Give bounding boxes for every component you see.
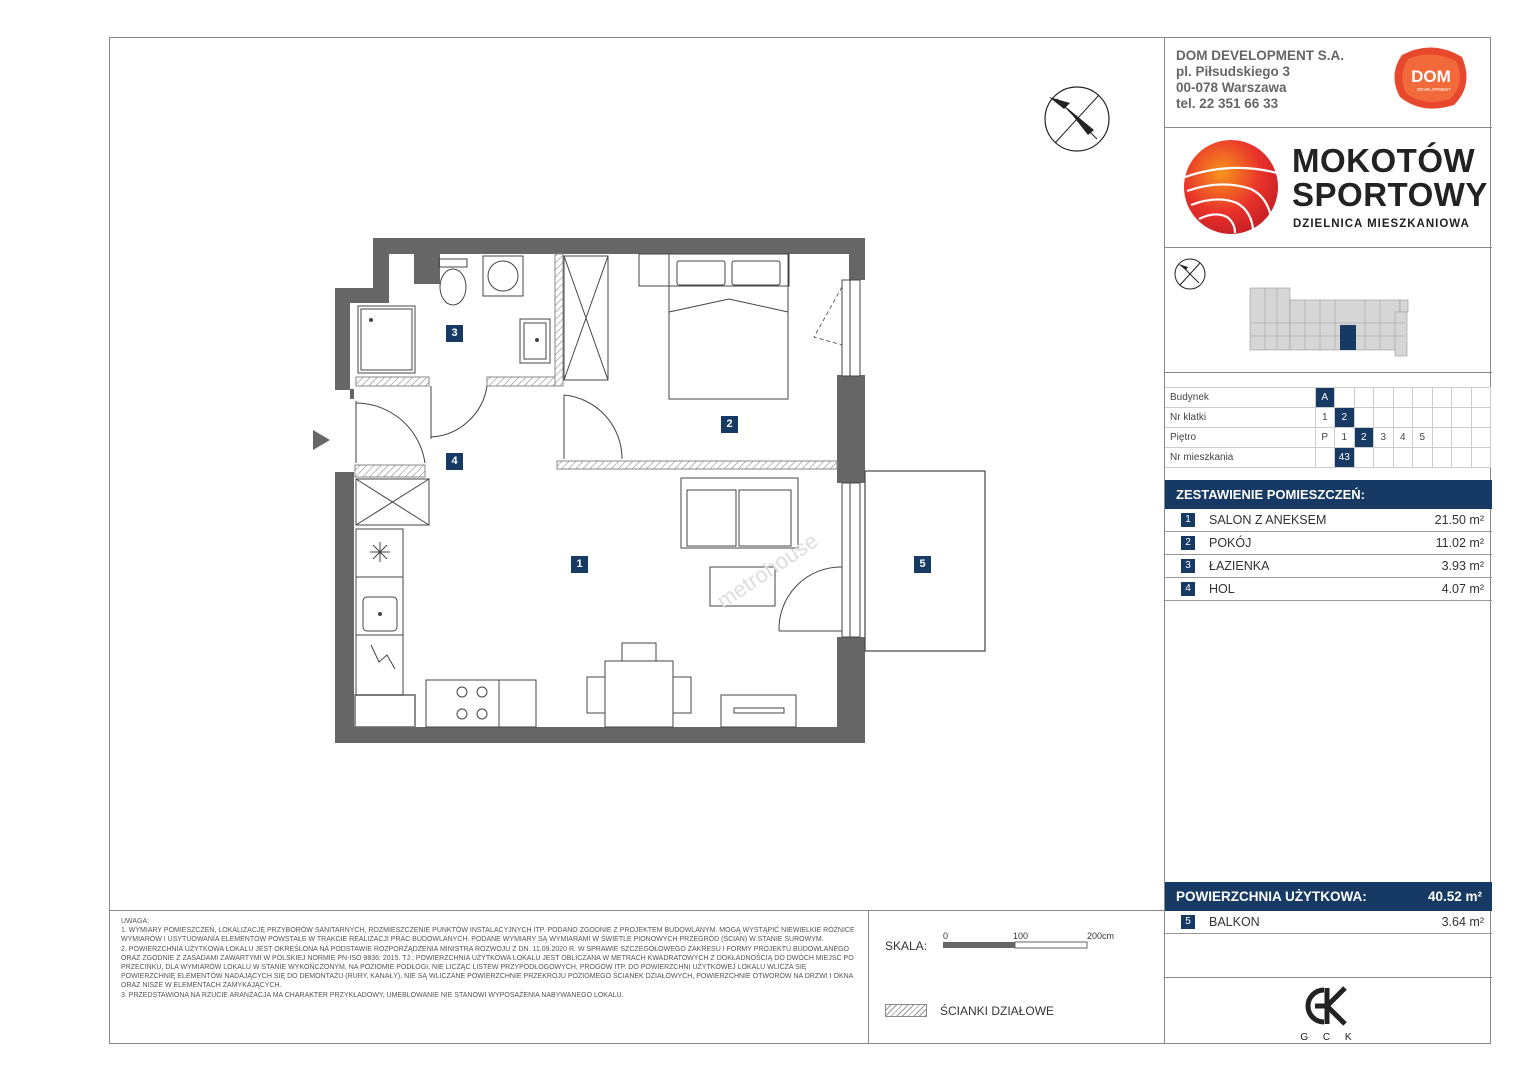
- room-area: 4.07 m²: [1441, 582, 1484, 596]
- floor-3: 3: [1374, 428, 1394, 448]
- total-area-value: 40.52 m²: [1427, 889, 1482, 904]
- notes-block: [109, 910, 869, 1044]
- gck-logo-block: [1165, 977, 1492, 1044]
- window-living: [842, 483, 860, 637]
- washbasin-icon: [520, 319, 550, 363]
- scale-tick-0: 0: [943, 931, 949, 941]
- apartment-label: Nr mieszkania: [1165, 448, 1315, 468]
- company-address-1: pl. Piłsudskiego 3: [1176, 64, 1291, 79]
- floor-p: P: [1315, 428, 1335, 448]
- bed-icon: [639, 254, 789, 399]
- staircase-1: 1: [1315, 408, 1335, 428]
- shower-icon: [358, 306, 415, 373]
- room-row-4: [1165, 578, 1492, 601]
- side-panel: [1164, 37, 1491, 1044]
- table-row: [1165, 448, 1491, 468]
- room-name: BALKON: [1209, 915, 1260, 929]
- dining-table-icon: [587, 643, 691, 727]
- table-row: [1165, 428, 1491, 448]
- scale-bar: [939, 929, 1129, 953]
- partition-walls: [355, 254, 837, 477]
- toilet-icon: [439, 259, 467, 305]
- room-row-3: [1165, 555, 1492, 578]
- floor-plan-drawing: [109, 37, 1164, 910]
- company-block: [1165, 37, 1492, 128]
- room-name: ŁAZIENKA: [1209, 559, 1270, 573]
- note-2: 2. POWIERZCHNIA UŻYTKOWA LOKALU JEST OKREŚLONA NA PODSTAWIE ROZPORZĄDZENIA MINISTRA ROZWOJU Z DN. 11.09.2020 R. W SPRAWIE SZCZEGÓŁOWEGO ZAKRESU I FORMY PROJEKTU BUDOWLANEGO ORAZ ZGODNIE Z ZASADAMI ZAWARTYMI W POLSKIEJ NORMIE PN-ISO 9836: 2015. TJ.: POWIERZCHNIA UŻYTKOWA LOKALU JEST OBLICZANA W METRACH KWADRATOWYCH Z DOKŁADNOŚCIĄ DO DWÓCH MIEJSC PO PRZECINKU, DLA WYMIARÓW LOKALU W STANIE WYKOŃCZONYM, NA POZIOMIE PODŁOGI, NIE LICZĄC LISTEW PRZYPODŁOGOWYCH, PROGÓW ITP. DO POWIERZCHNI UŻYTKOWEJ LOKALU WLICZA SIĘ POWIERZCHNIĘ ELEMENTÓW NADAJĄCYCH SIĘ DO DEMONTAŻU (RURY, KANAŁY), NIE SĄ WLICZANE POWIERZCHNIE PRZEKROJU POZIOMEGO ŚCIANEK DZIAŁOWYCH, POWIERZCHNIE OTWORÓW NA DRZWI I OKNA ORAZ NISZE W ELEMENTACH ZAMYKAJĄCYCH.: [121, 945, 854, 990]
- mokotow-sportowy-logo: [1181, 139, 1281, 235]
- dom-development-logo: [1392, 45, 1470, 111]
- total-area-label: POWIERZCHNIA UŻYTKOWA:: [1176, 889, 1367, 904]
- key-plan-north-icon: [1175, 259, 1205, 289]
- window-bedroom: [842, 280, 860, 376]
- floor-plan-area: [109, 37, 1164, 910]
- floor-2: 2: [1354, 428, 1374, 448]
- plan-label-room-3: 3: [446, 325, 463, 342]
- floor-1: 1: [1335, 428, 1355, 448]
- table-row: [1165, 408, 1491, 428]
- apartment-value: 43: [1335, 448, 1355, 468]
- bedroom-window-swing: [814, 287, 842, 345]
- room-number: 3: [1181, 559, 1195, 573]
- sofa-icon: [681, 478, 798, 548]
- room-name: HOL: [1209, 582, 1235, 596]
- notes-title: UWAGA:: [121, 918, 150, 925]
- key-plan-drawing: [1165, 248, 1492, 373]
- company-phone: tel. 22 351 66 33: [1176, 96, 1279, 111]
- company-name: DOM DEVELOPMENT S.A.: [1176, 48, 1345, 63]
- key-plan-apartment-highlight: [1340, 325, 1356, 350]
- staircase-label: Nr klatki: [1165, 408, 1315, 428]
- scale-tick-100: 100: [1013, 931, 1029, 941]
- note-3: 3. PRZEDSTAWIONA NA RZUCIE ARANŻACJA MA CHARAKTER PRZYKŁADOWY, UMEBLOWANIE NIE STANOWI WYPOSAŻENIA NABYWANEGO LOKALU.: [121, 991, 624, 999]
- key-plan: [1165, 248, 1492, 373]
- room-name: SALON Z ANEKSEM: [1209, 513, 1327, 527]
- plan-label-room-2: 2: [721, 416, 738, 433]
- company-address-2: 00-078 Warszawa: [1176, 80, 1287, 95]
- plan-label-room-1: 1: [571, 556, 588, 573]
- staircase-2: 2: [1335, 408, 1355, 428]
- legend-label: ŚCIANKI DZIAŁOWE: [940, 1004, 1055, 1018]
- room-number: 2: [1181, 536, 1195, 550]
- plan-label-room-4: 4: [446, 453, 463, 470]
- note-1: 1. WYMIARY POMIESZCZEŃ, LOKALIZACJĘ PRZYBORÓW SANITARNYCH, ROZMIESZCZENIE PUNKTÓW INSTALACYJNYCH ITP. PODANO ZGODNIE Z PROJEKTEM BUDOWLANYM. MOGĄ WYSTĄPIĆ NIEWIELKIE RÓŻNICE WYMIARÓW I USYTUOWANIA ELEMENTÓW POWSTAŁE W TRAKCIE REALIZACJI PRAC BUDOWLANYCH. PODANE WYMIARY SĄ WYMIARAMI W ŚWIETLE PIONOWYCH PRZEGRÓD (ŚCIAN) W STANIE SUROWYM.: [121, 927, 855, 944]
- tv-cabinet-icon: [721, 695, 796, 727]
- floor-4: 4: [1393, 428, 1413, 448]
- wardrobe-icon: [564, 256, 608, 380]
- plan-label-room-5: 5: [914, 556, 931, 573]
- floor-5: 5: [1413, 428, 1433, 448]
- brand-tagline: DZIELNICA MIESZKANIOWA: [1293, 218, 1470, 230]
- north-arrow-icon: [1045, 87, 1109, 151]
- total-area-bar: [1165, 882, 1492, 911]
- room-row-1: [1165, 509, 1492, 532]
- kitchen-units: [356, 479, 536, 727]
- room-row-2: [1165, 532, 1492, 555]
- dom-logo-subtext: DEVELOPMENT: [1416, 87, 1452, 92]
- room-area: 3.64 m²: [1441, 915, 1484, 929]
- gck-letters: G C K: [1300, 1032, 1358, 1042]
- building-label: Budynek: [1165, 388, 1315, 408]
- table-row: [1165, 388, 1491, 408]
- brand-title-line2: SPORTOWY: [1292, 176, 1488, 213]
- floor-label: Piętro: [1165, 428, 1315, 448]
- gck-logo: [1297, 984, 1361, 1042]
- room-area: 21.50 m²: [1434, 513, 1484, 527]
- apartment-info-table: [1165, 387, 1491, 468]
- scale-block: [869, 910, 1164, 1044]
- room-number: 5: [1181, 915, 1195, 929]
- room-number: 1: [1181, 513, 1195, 527]
- brand-block: [1165, 128, 1492, 248]
- dom-logo-text: DOM: [1411, 67, 1451, 86]
- scale-tick-200: 200cm: [1087, 931, 1115, 941]
- brand-title-line1: MOKOTÓW: [1292, 142, 1476, 179]
- legend-hatch-swatch: [885, 1004, 927, 1017]
- washing-machine-icon: [483, 256, 523, 296]
- room-name: POKÓJ: [1209, 536, 1252, 550]
- rooms-header: ZESTAWIENIE POMIESZCZEŃ:: [1165, 480, 1492, 509]
- watermark: metrohouse: [712, 527, 823, 614]
- room-area: 3.93 m²: [1441, 559, 1484, 573]
- room-number: 4: [1181, 582, 1195, 596]
- balcony-row: [1165, 911, 1492, 934]
- building-value: A: [1315, 388, 1335, 408]
- scale-label: SKALA:: [885, 939, 928, 953]
- room-area: 11.02 m²: [1435, 536, 1484, 550]
- entrance-arrow-icon: [313, 430, 330, 450]
